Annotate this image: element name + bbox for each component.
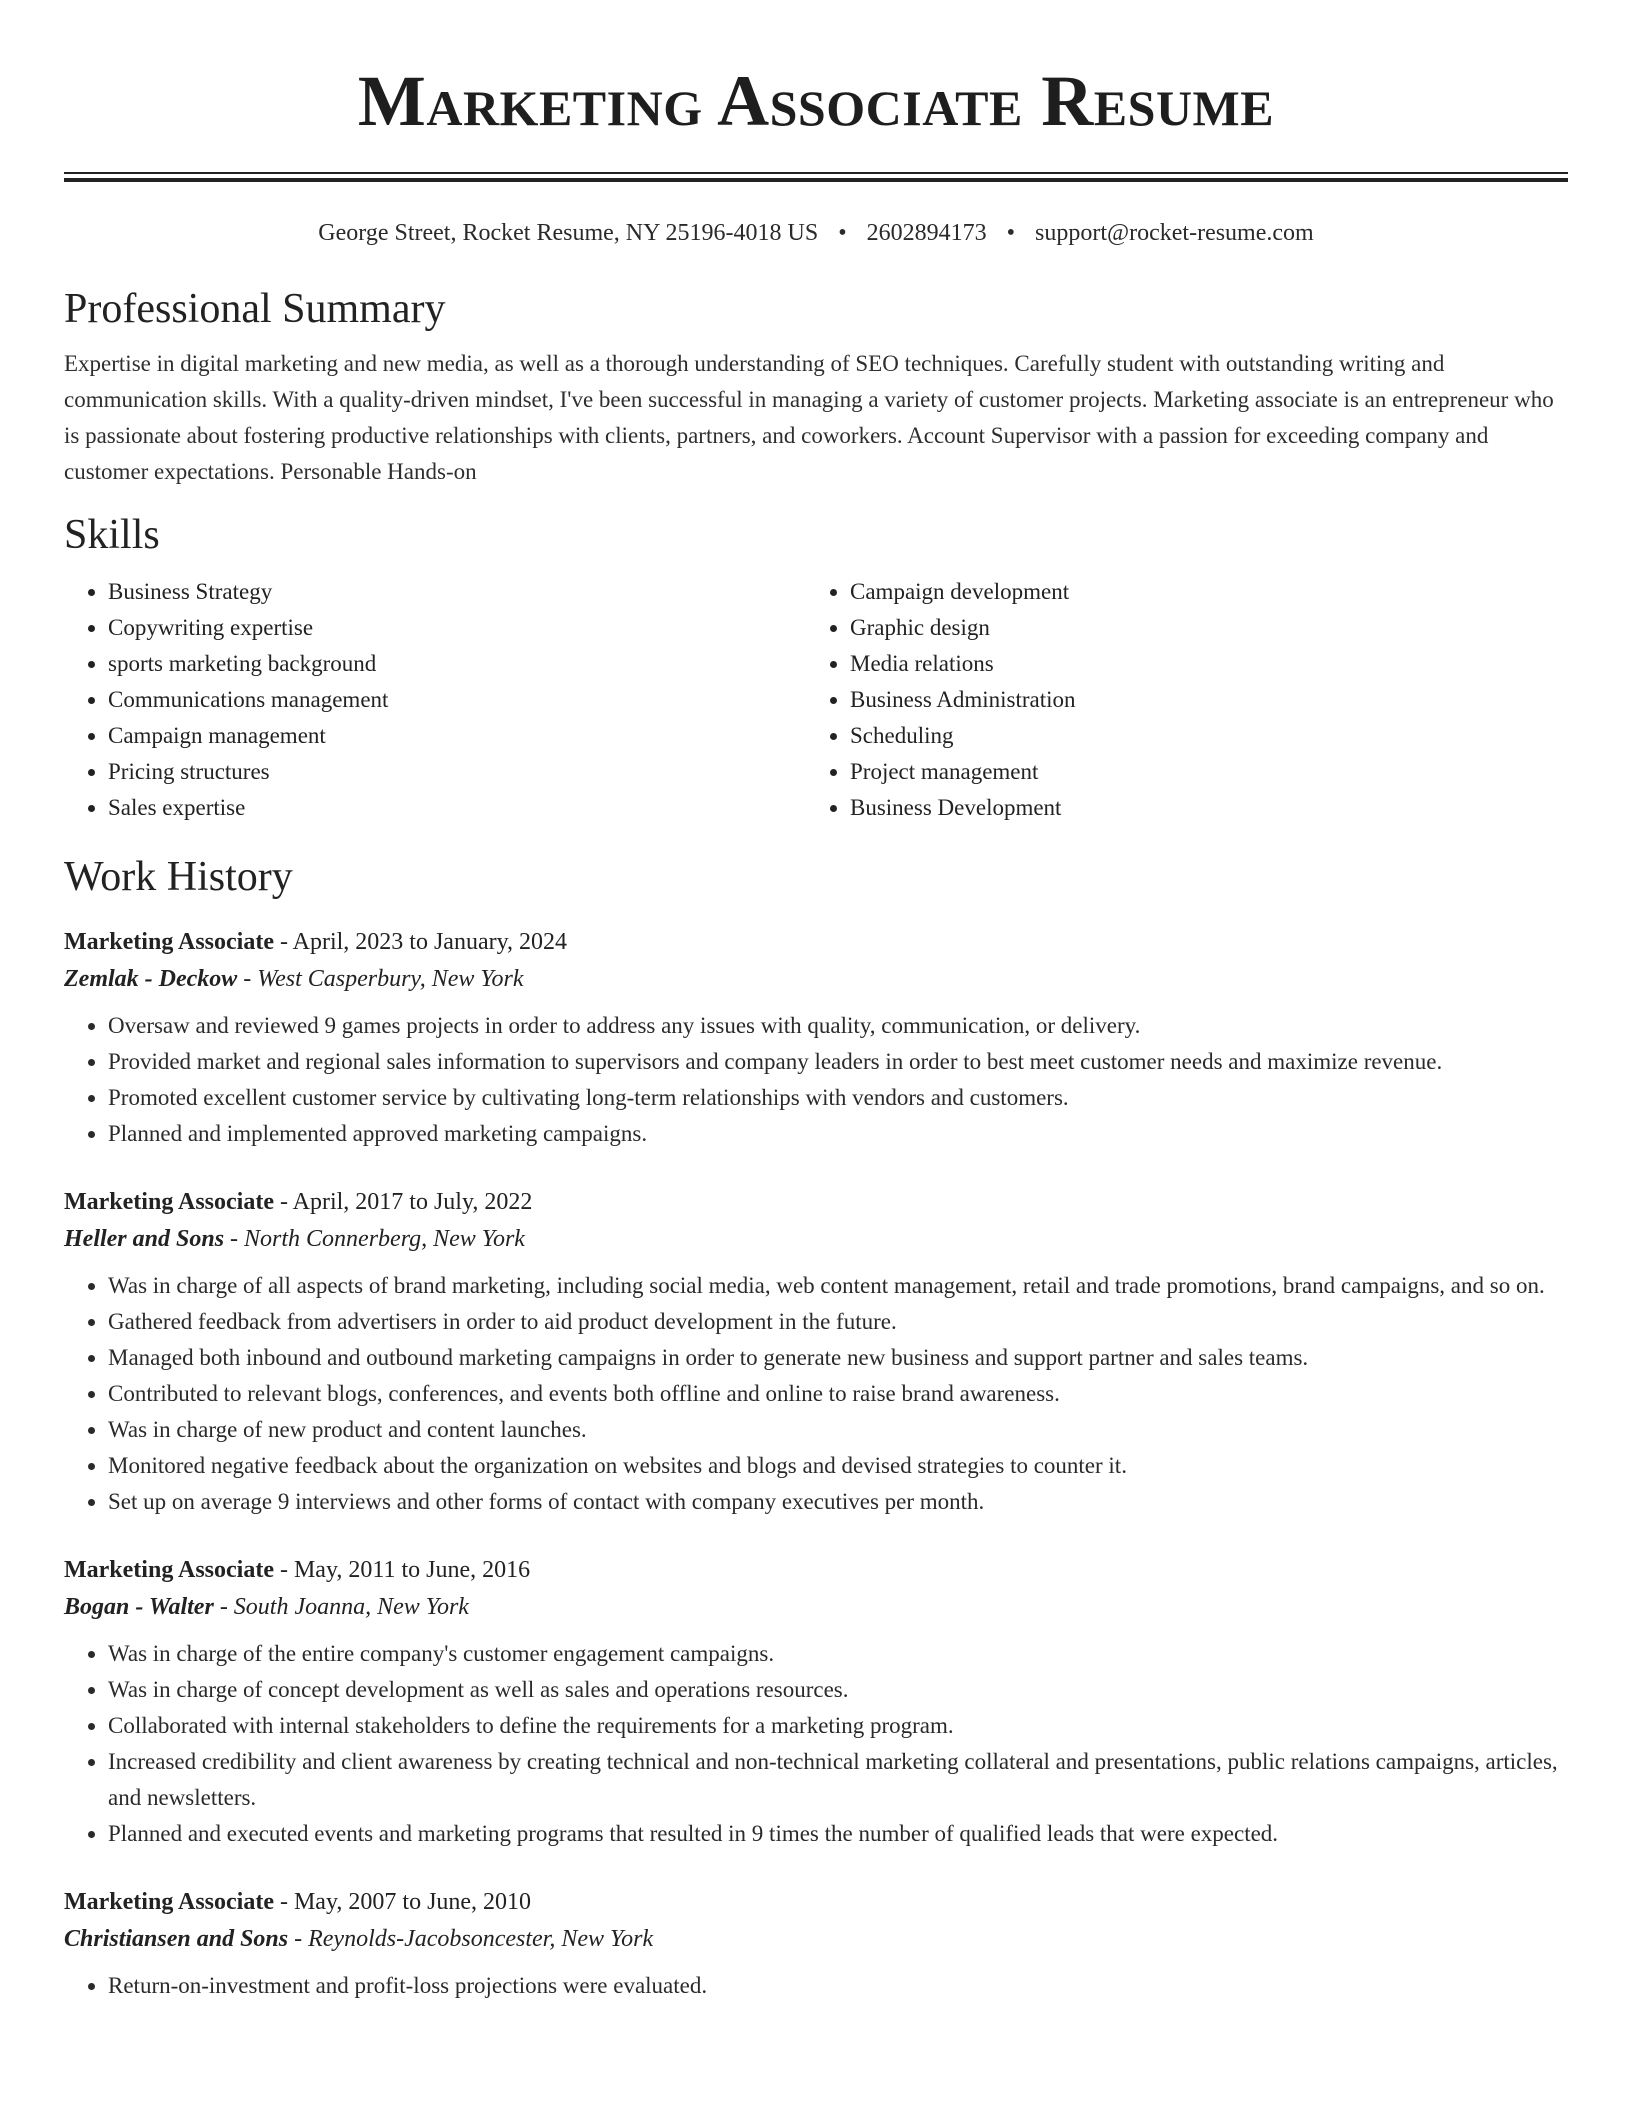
summary-text: Expertise in digital marketing and new media, as well as a thorough understanding of SEO techniques. Carefully student with outstanding writing and communication skills. With a quality-driven mindset, I've been successful in managing a variety of customer projects. Marketing associate is an entrepreneur who is passionate about fostering productive relationships with clients, partners, and coworkers. Account Supervisor with a passion for exceeding company and customer expectations. Personable Hands-on <box>64 351 1554 484</box>
job-entry <box>64 1552 1568 1852</box>
skill-item: • Pricing structures <box>108 754 806 790</box>
skill-item: • Business Development <box>850 790 1548 826</box>
skill-item: • Communications management <box>108 682 806 718</box>
skill-item: • Sales expertise <box>108 790 806 826</box>
job-bullet: • Was in charge of all aspects of brand marketing, including social media, web content management, retail and trade promotions, brand campaigns, and so on. <box>108 1268 1568 1304</box>
job-bullet: • Planned and executed events and marketing programs that resulted in 9 times the number of qualified leads that were expected. <box>108 1816 1568 1852</box>
job-company-line <box>64 960 1568 998</box>
job-bullet: • Collaborated with internal stakeholders to define the requirements for a marketing program. <box>108 1708 1568 1744</box>
job-bullets <box>64 1968 1568 2004</box>
resume-title: Marketing Associate Resume <box>357 61 1275 141</box>
job-company-line <box>64 1588 1568 1626</box>
job-role: Marketing Associate <box>64 929 274 955</box>
summary-heading: Professional Summary <box>64 286 446 332</box>
job-title-line <box>64 1552 1568 1588</box>
job-title-line <box>64 1884 1568 1920</box>
job-bullets <box>64 1636 1568 1852</box>
skill-item: • Project management <box>850 754 1548 790</box>
job-role: Marketing Associate <box>64 1189 274 1215</box>
job-bullet: • Set up on average 9 interviews and other forms of contact with company executives per month. <box>108 1484 1568 1520</box>
job-bullet: • Gathered feedback from advertisers in order to aid product development in the future. <box>108 1304 1568 1340</box>
job-location: - West Casperbury, New York <box>237 966 524 992</box>
job-dates: - May, 2011 to June, 2016 <box>273 1557 531 1583</box>
job-company-line <box>64 1220 1568 1258</box>
job-bullet: • Was in charge of new product and content launches. <box>108 1412 1568 1448</box>
skills-list-right <box>806 574 1548 826</box>
title-double-rule <box>64 172 1568 182</box>
skill-item: • Campaign management <box>108 718 806 754</box>
job-bullet: • Return-on-investment and profit-loss projections were evaluated. <box>108 1968 1568 2004</box>
job-bullet: • Managed both inbound and outbound marketing campaigns in order to generate new business and support partner and sales teams. <box>108 1340 1568 1376</box>
job-role: Marketing Associate <box>64 1889 274 1915</box>
job-dates: - April, 2023 to January, 2024 <box>273 929 568 955</box>
job-entry <box>64 1184 1568 1520</box>
job-location: - South Joanna, New York <box>213 1594 469 1620</box>
job-bullet: • Contributed to relevant blogs, conferences, and events both offline and online to raise brand awareness. <box>108 1376 1568 1412</box>
job-role: Marketing Associate <box>64 1557 274 1583</box>
job-company-line <box>64 1920 1568 1958</box>
job-bullet: • Monitored negative feedback about the organization on websites and blogs and devised strategies to counter it. <box>108 1448 1568 1484</box>
job-location: - Reynolds-Jacobsoncester, New York <box>288 1926 654 1952</box>
job-bullets <box>64 1008 1568 1152</box>
skill-item: • Media relations <box>850 646 1548 682</box>
job-title-line <box>64 1184 1568 1220</box>
job-bullet: • Oversaw and reviewed 9 games projects in order to address any issues with quality, communication, or delivery. <box>108 1008 1568 1044</box>
skill-item: • Graphic design <box>850 610 1548 646</box>
job-dates: - April, 2017 to July, 2022 <box>273 1189 533 1215</box>
contact-email: support@rocket-resume.com <box>1035 220 1314 246</box>
job-bullet: • Was in charge of concept development as well as sales and operations resources. <box>108 1672 1568 1708</box>
job-title-line <box>64 924 1568 960</box>
skill-item: • Business Administration <box>850 682 1548 718</box>
contact-separator: • <box>1006 220 1016 246</box>
job-company: Bogan - Walter <box>64 1594 214 1620</box>
skill-item: • Scheduling <box>850 718 1548 754</box>
skill-item: • Copywriting expertise <box>108 610 806 646</box>
job-entry <box>64 1884 1568 2004</box>
contact-address: George Street, Rocket Resume, NY 25196-4018 US <box>318 220 819 246</box>
job-bullet: • Increased credibility and client awareness by creating technical and non-technical marketing collateral and presentations, public relations campaigns, articles, and newsletters. <box>108 1744 1568 1816</box>
job-bullet: • Promoted excellent customer service by cultivating long-term relationships with vendors and customers. <box>108 1080 1568 1116</box>
skills-heading: Skills <box>64 512 160 558</box>
contact-phone: 2602894173 <box>866 220 987 246</box>
skills-grid <box>64 574 1568 826</box>
job-bullets <box>64 1268 1568 1520</box>
job-bullet: • Planned and implemented approved marketing campaigns. <box>108 1116 1568 1152</box>
skill-item: • sports marketing background <box>108 646 806 682</box>
skills-list-left <box>64 574 806 826</box>
job-location: - North Connerberg, New York <box>224 1226 525 1252</box>
job-entry <box>64 924 1568 1152</box>
job-dates: - May, 2007 to June, 2010 <box>273 1889 532 1915</box>
job-company: Heller and Sons <box>64 1226 225 1252</box>
contact-separator: • <box>838 220 847 246</box>
job-company: Christiansen and Sons <box>64 1926 289 1952</box>
job-bullet: • Provided market and regional sales information to supervisors and company leaders in order to best meet customer needs and maximize revenue. <box>108 1044 1568 1080</box>
skill-item: • Business Strategy <box>108 574 806 610</box>
job-bullet: • Was in charge of the entire company's customer engagement campaigns. <box>108 1636 1568 1672</box>
skill-item: • Campaign development <box>850 574 1548 610</box>
contact-line <box>64 218 1568 248</box>
work-history-heading: Work History <box>64 854 293 900</box>
job-company: Zemlak - Deckow <box>64 966 238 992</box>
